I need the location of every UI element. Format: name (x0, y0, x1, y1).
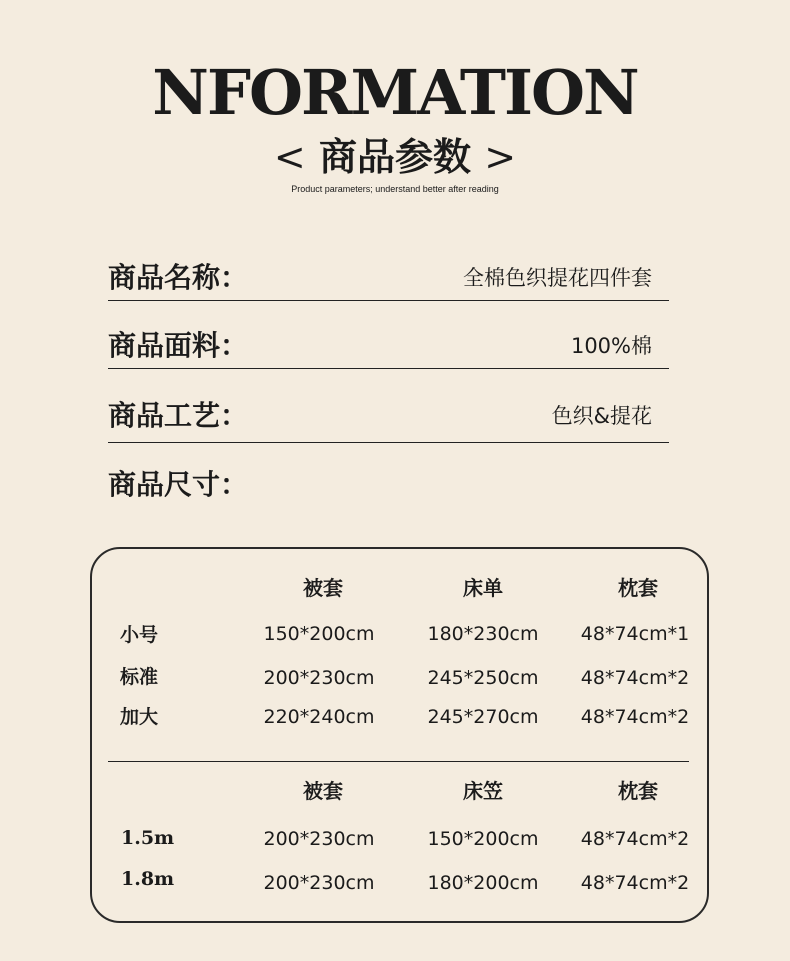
table2-cell: 180*200cm (427, 872, 539, 894)
spec-value: 100%棉 (570, 334, 652, 358)
table1-cell: 48*74cm*2 (580, 706, 690, 728)
table1-cell: 48*74cm*2 (580, 667, 690, 689)
table1-cell: 150*200cm (263, 623, 375, 645)
table1-cell: 48*74cm*1 (580, 623, 690, 645)
tagline: Product parameters; understand better after reading (291, 184, 499, 194)
spec-row-name (108, 258, 668, 298)
spec-value: 色织&提花 (551, 404, 652, 428)
table1-header-duvet: 被套 (303, 576, 343, 600)
table2-cell: 200*230cm (263, 828, 375, 850)
table1-row-label: 标准 (120, 666, 159, 688)
table1-row-label: 加大 (120, 706, 159, 728)
table1-row-label: 小号 (120, 624, 159, 646)
table1-cell: 220*240cm (263, 706, 375, 728)
table1-cell: 245*270cm (427, 706, 539, 728)
spec-label: 商品名称： (108, 261, 249, 294)
table-divider (108, 761, 689, 762)
section-subtitle (0, 132, 790, 182)
table1-cell: 245*250cm (427, 667, 539, 689)
table1-cell: 200*230cm (263, 667, 375, 689)
table1-cell: 180*230cm (427, 623, 539, 645)
table2-row-label: 1.8m (121, 868, 175, 890)
table2-cell: 150*200cm (427, 828, 539, 850)
table2-header-pillowcase: 枕套 (618, 779, 658, 803)
right-angle-bracket: > (484, 135, 517, 179)
table2-cell: 48*74cm*2 (580, 828, 690, 850)
size-table-box (90, 547, 709, 923)
spec-label: 商品工艺： (108, 399, 249, 432)
divider (108, 300, 669, 301)
left-angle-bracket: < (273, 135, 306, 179)
table1-header-sheet: 床单 (463, 576, 503, 600)
spec-label: 商品面料： (108, 329, 249, 362)
divider (108, 442, 669, 443)
table2-header-duvet: 被套 (303, 779, 343, 803)
table2-cell: 48*74cm*2 (580, 872, 690, 894)
spec-row-fabric (108, 326, 668, 366)
spec-label: 商品尺寸： (108, 468, 249, 501)
spec-value: 全棉色织提花四件套 (463, 266, 652, 290)
spec-row-size (108, 465, 668, 505)
subtitle-text: 商品参数 (318, 134, 471, 179)
table1-header-pillowcase: 枕套 (618, 576, 658, 600)
table2-row-label: 1.5m (121, 827, 175, 849)
table2-cell: 200*230cm (263, 872, 375, 894)
divider (108, 368, 669, 369)
page-title: NFORMATION (152, 56, 638, 129)
table2-header-fitted-sheet: 床笠 (463, 779, 503, 803)
spec-row-craft (108, 396, 668, 436)
